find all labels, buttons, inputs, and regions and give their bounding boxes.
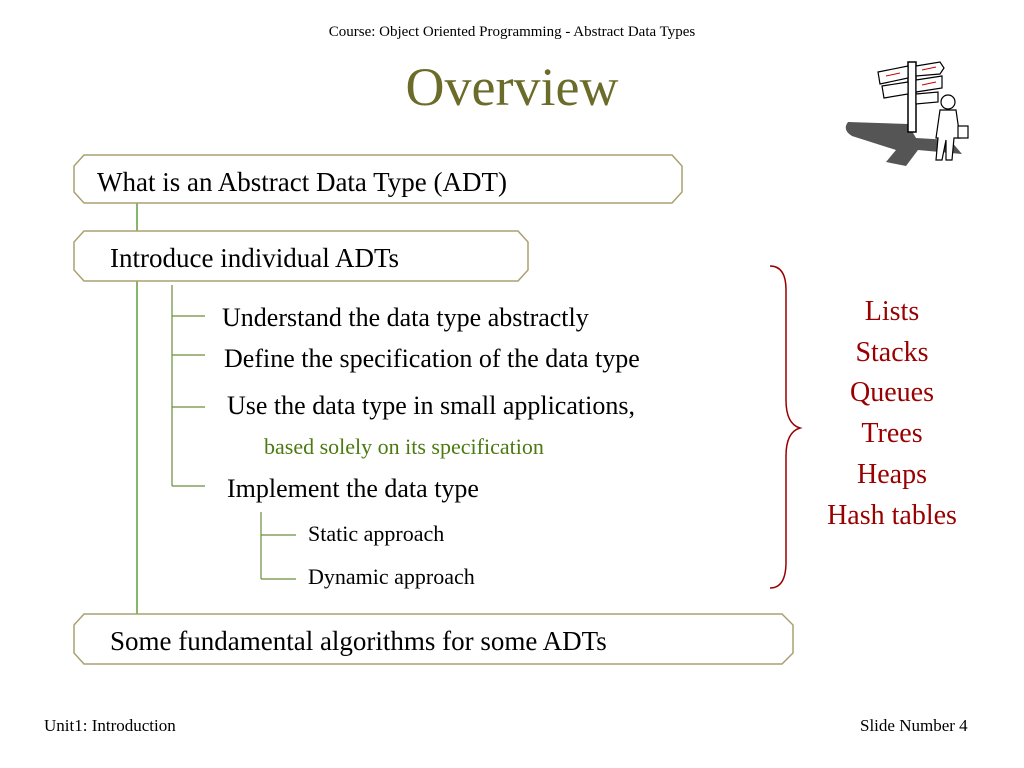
sub-item-applications: Use the data type in small applications, xyxy=(227,391,635,420)
sub-item-implementation: Implement the data type xyxy=(227,474,479,503)
impl-item-static: Static approach xyxy=(308,521,445,546)
signpost-clipart-icon xyxy=(842,58,982,168)
outline-item-individual-adts: Introduce individual ADTs xyxy=(110,243,400,273)
adt-list-item-hash-tables: Hash tables xyxy=(827,499,957,531)
impl-item-dynamic: Dynamic approach xyxy=(308,564,475,589)
adt-list-item-queues: Queues xyxy=(850,377,934,409)
footer-unit: Unit1: Introduction xyxy=(44,716,176,735)
slide-title: Overview xyxy=(405,57,619,117)
adt-list-item-stacks: Stacks xyxy=(855,336,929,368)
adt-list xyxy=(800,292,984,536)
adt-list-item-trees: Trees xyxy=(861,418,923,450)
adt-list-item-heaps: Heaps xyxy=(857,458,927,490)
footer-slide-number: Slide Number 4 xyxy=(860,716,968,735)
course-header: Course: Object Oriented Programming - Abstract Data Types xyxy=(328,24,696,40)
sub-item-applications-note: based solely on its specification xyxy=(264,434,544,459)
adt-list-item-lists: Lists xyxy=(864,296,920,327)
outline-item-adt-definition: What is an Abstract Data Type (ADT) xyxy=(97,167,507,197)
outline-item-algorithms: Some fundamental algorithms for some ADTs xyxy=(110,626,607,656)
adt-brace xyxy=(770,266,800,588)
sub-item-abstract-understanding: Understand the data type abstractly xyxy=(222,303,589,332)
sub-item-specification: Define the specification of the data type xyxy=(224,344,640,373)
